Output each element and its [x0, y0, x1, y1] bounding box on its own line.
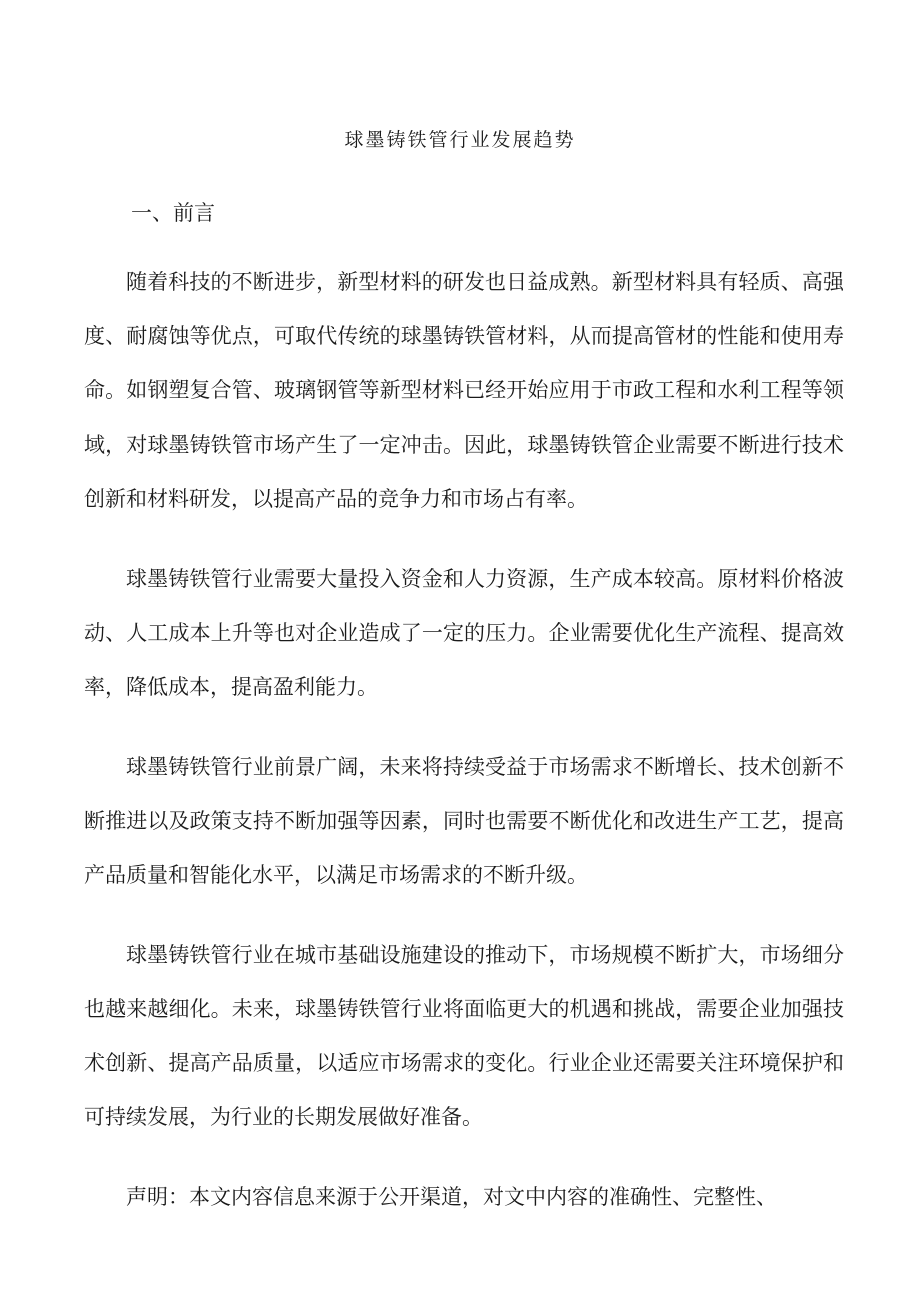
- document-body: [84, 255, 844, 1250]
- section-heading-preface: 一、前言: [131, 201, 215, 225]
- document-title: 球墨铸铁管行业发展趋势: [344, 129, 576, 151]
- paragraph-disclaimer: 声明：本文内容信息来源于公开渠道，对文中内容的准确性、完整性、: [126, 1185, 777, 1210]
- paragraph-costs: 球墨铸铁管行业需要大量投入资金和人力资源，生产成本较高。原材料价格波动、人工成本上升等也对企业造成了一定的压力。企业需要优化生产流程、提高效率，降低成本，提高盈利能力。: [84, 566, 844, 699]
- paragraph-outlook: 球墨铸铁管行业前景广阔，未来将持续受益于市场需求不断增长、技术创新不断推进以及政策支持不断加强等因素，同时也需要不断优化和改进生产工艺，提高产品质量和智能化水平，以满足市场需求的不断升级。: [84, 754, 844, 888]
- paragraph-new-materials: 随着科技的不断进步，新型材料的研发也日益成熟。新型材料具有轻质、高强度、耐腐蚀等优点，可取代传统的球墨铸铁管材料，从而提高管材的性能和使用寿命。如钢塑复合管、玻璃钢管等新型材料已经开始应用于市政工程和水利工程等领域，对球墨铸铁管市场产生了一定冲击。因此，球墨铸铁管企业需要不断进行技术创新和材料研发，以提高产品的竞争力和市场占有率。: [84, 270, 844, 511]
- paragraph-market-scale: 球墨铸铁管行业在城市基础设施建设的推动下，市场规模不断扩大，市场细分也越来越细化。未来，球墨铸铁管行业将面临更大的机遇和挑战，需要企业加强技术创新、提高产品质量，以适应市场需求的变化。行业企业还需要关注环境保护和可持续发展，为行业的长期发展做好准备。: [84, 942, 844, 1130]
